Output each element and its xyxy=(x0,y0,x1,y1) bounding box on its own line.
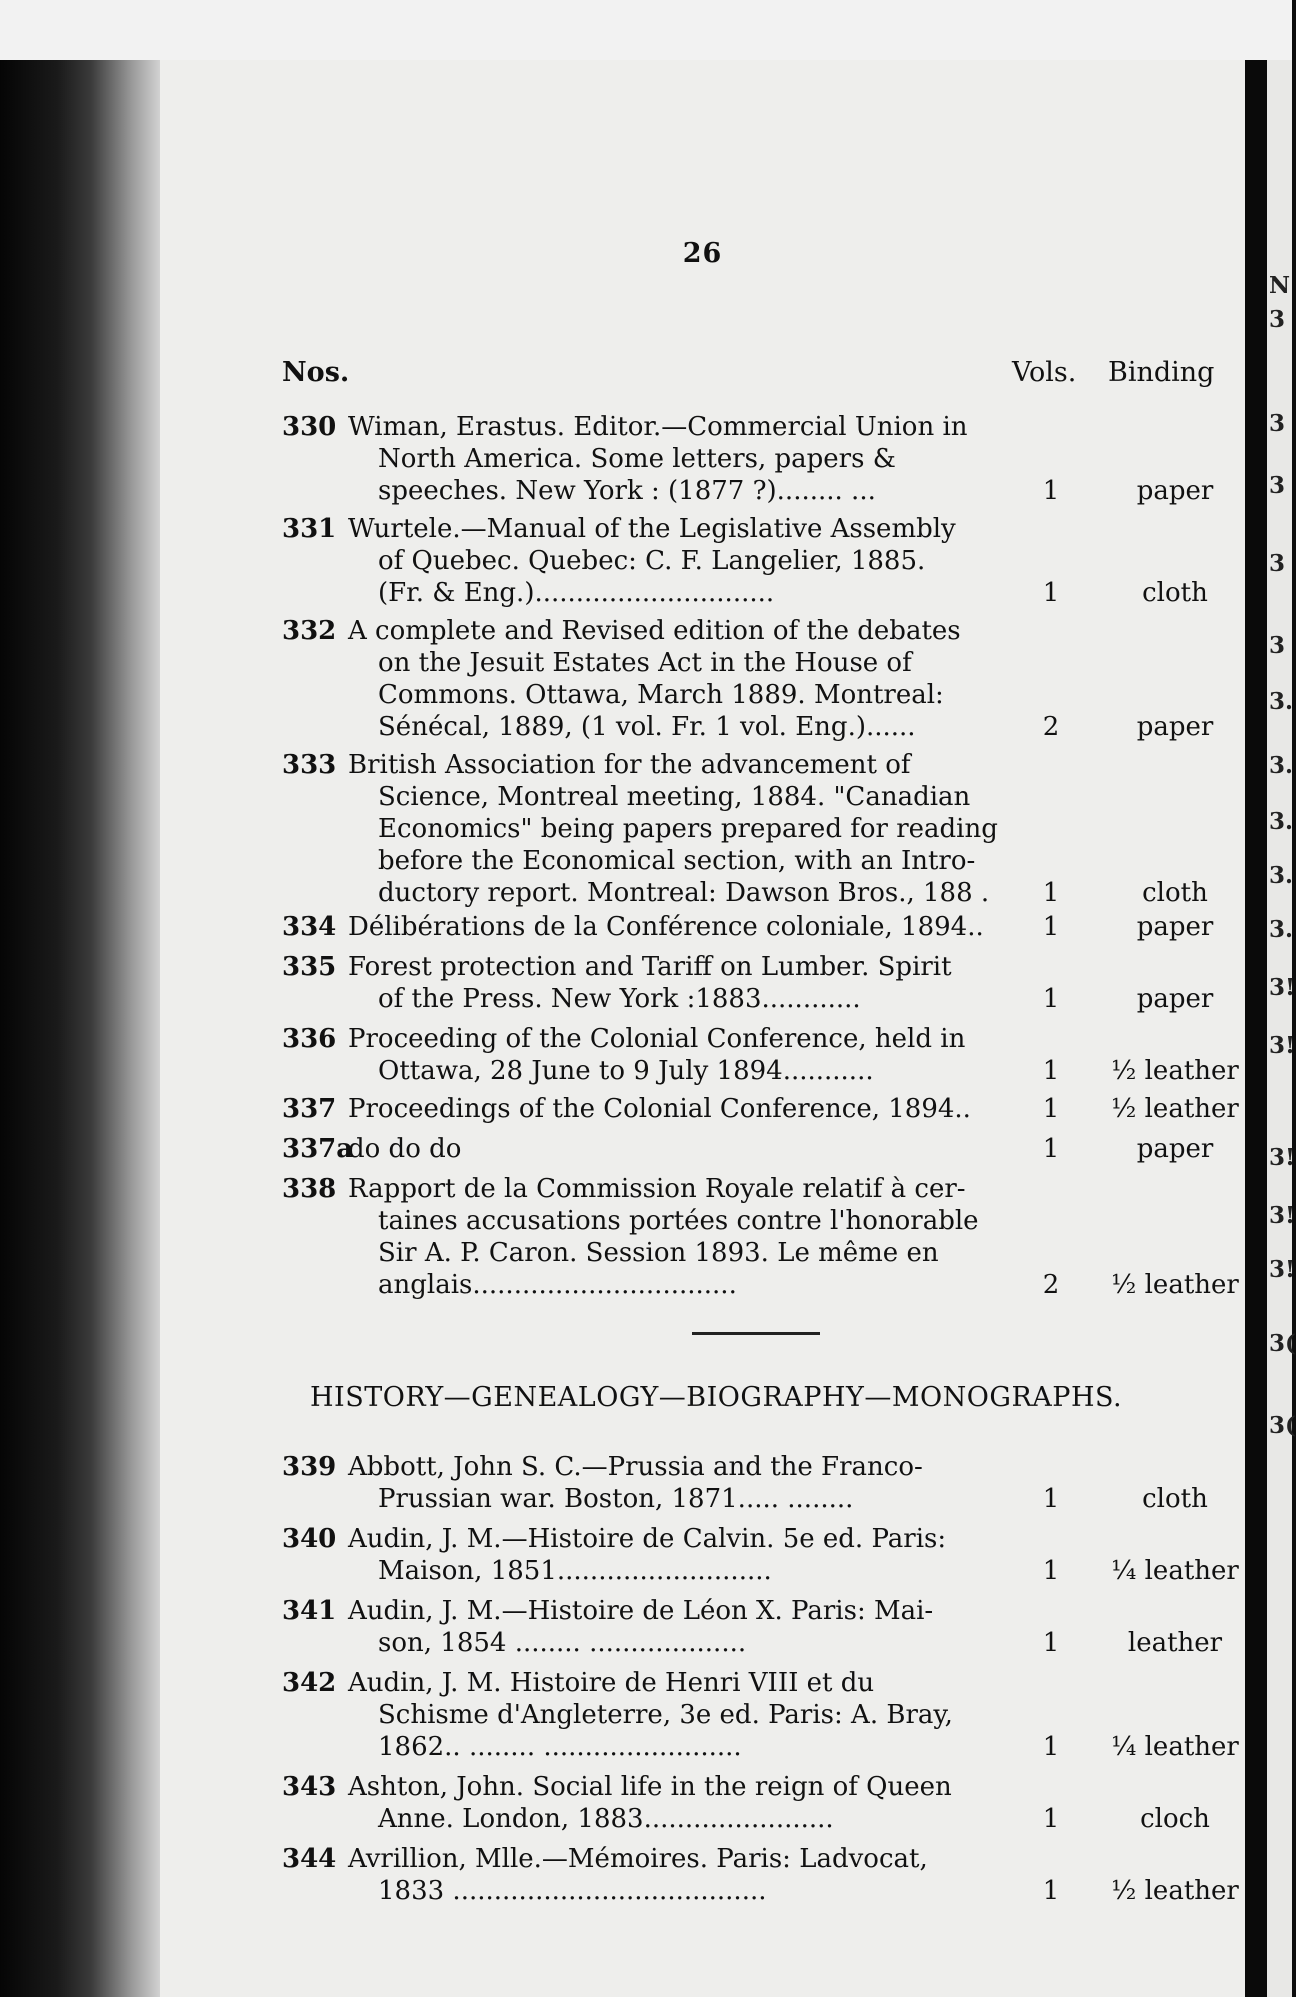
entry-vols: 1 xyxy=(1042,878,1060,908)
entry-text-line: British Association for the advancement of xyxy=(348,750,911,780)
entry-binding: ½ leather xyxy=(1111,1876,1239,1906)
entry-text-line: Proceedings of the Colonial Conference, 1894.. xyxy=(348,1094,971,1124)
entry-text-line: Schisme d'Angleterre, 3e ed. Paris: A. Bray, xyxy=(378,1700,953,1730)
entry-text-line: 1833 ...................................... xyxy=(378,1876,767,1906)
next-page-fragment: 3! xyxy=(1269,1144,1296,1171)
entry-vols: 1 xyxy=(1042,1094,1060,1124)
entry-vols: 1 xyxy=(1042,1876,1060,1906)
scan-top-margin xyxy=(0,0,1292,60)
entry-text-line: Sir A. P. Caron. Session 1893. Le même en xyxy=(378,1238,939,1268)
next-page-fragment: 3. xyxy=(1269,688,1294,715)
entry-number: 335 xyxy=(282,952,337,982)
entry-text-line: Wiman, Erastus. Editor.—Commercial Union in xyxy=(348,412,968,442)
entry-vols: 1 xyxy=(1042,984,1060,1014)
next-page-fragment: 3. xyxy=(1269,808,1294,835)
entry-number: 333 xyxy=(282,750,337,780)
next-page-fragment: 3. xyxy=(1269,916,1294,943)
next-page-fragment: 3 xyxy=(1269,632,1286,659)
entry-text-line: Prussian war. Boston, 1871..... ........ xyxy=(378,1484,854,1514)
page-number: 26 xyxy=(682,238,723,269)
entry-text-line: speeches. New York : (1877 ?)........ ... xyxy=(378,476,876,506)
entry-text-line: 1862.. ........ ........................ xyxy=(378,1732,742,1762)
entry-text-line: Abbott, John S. C.—Prussia and the Franco- xyxy=(348,1452,923,1482)
next-page-fragment: 3 xyxy=(1269,306,1286,333)
entry-vols: 1 xyxy=(1042,912,1060,942)
entry-number: 341 xyxy=(282,1596,337,1626)
section-heading: HISTORY—GENEALOGY—BIOGRAPHY—MONOGRAPHS. xyxy=(310,1382,1123,1413)
entry-vols: 1 xyxy=(1042,1134,1060,1164)
entry-number: 331 xyxy=(282,514,337,544)
next-page-fragment: 3( xyxy=(1269,1412,1296,1439)
entry-text-line: Audin, J. M.—Histoire de Léon X. Paris: Mai- xyxy=(348,1596,934,1626)
entry-vols: 1 xyxy=(1042,1732,1060,1762)
entry-binding: cloth xyxy=(1142,878,1208,908)
entry-number: 339 xyxy=(282,1452,337,1482)
entry-vols: 2 xyxy=(1042,1270,1060,1300)
entry-binding: cloch xyxy=(1140,1804,1210,1834)
next-page-fragment: 3( xyxy=(1269,1330,1296,1357)
header-nos: Nos. xyxy=(282,357,350,388)
section-divider xyxy=(692,1332,820,1335)
entry-binding: leather xyxy=(1127,1628,1223,1658)
entry-text-line: on the Jesuit Estates Act in the House of xyxy=(378,648,912,678)
entry-text-line: Ottawa, 28 June to 9 July 1894........... xyxy=(378,1056,874,1086)
entry-binding: paper xyxy=(1136,912,1214,942)
entry-binding: cloth xyxy=(1142,1484,1208,1514)
entry-text-line: son, 1854 ........ ................... xyxy=(378,1628,747,1658)
entry-text-line: Commons. Ottawa, March 1889. Montreal: xyxy=(378,680,944,710)
entry-binding: ½ leather xyxy=(1111,1094,1239,1124)
entry-text-line: A complete and Revised edition of the debates xyxy=(348,616,961,646)
entry-vols: 1 xyxy=(1042,1484,1060,1514)
entry-binding: paper xyxy=(1136,476,1214,506)
entry-text-line: (Fr. & Eng.)............................. xyxy=(378,578,775,608)
entry-text-line: Proceeding of the Colonial Conference, held in xyxy=(348,1024,966,1054)
entry-binding: ¼ leather xyxy=(1111,1556,1239,1586)
entry-text-line: Wurtele.—Manual of the Legislative Assembly xyxy=(348,514,956,544)
next-page-fragment: 3! xyxy=(1269,1202,1296,1229)
entry-text-line: Rapport de la Commission Royale relatif à cer- xyxy=(348,1174,966,1204)
entry-number: 337 xyxy=(282,1094,337,1124)
book-gutter xyxy=(1245,60,1267,1997)
entry-text-line: Maison, 1851.......................... xyxy=(378,1556,772,1586)
entry-text-line: Forest protection and Tariff on Lumber. Spirit xyxy=(348,952,952,982)
entry-text-line: do do do xyxy=(348,1134,462,1164)
entry-number: 342 xyxy=(282,1668,337,1698)
entry-number: 336 xyxy=(282,1024,337,1054)
entry-text-line: Délibérations de la Conférence coloniale, 1894.. xyxy=(348,912,984,942)
entry-binding: paper xyxy=(1136,712,1214,742)
entry-number: 337a xyxy=(282,1134,354,1164)
scan-left-edge xyxy=(0,60,165,1997)
entry-vols: 1 xyxy=(1042,578,1060,608)
header-binding: Binding xyxy=(1108,357,1215,388)
entry-text-line: anglais................................ xyxy=(378,1270,737,1300)
next-page-fragment: 3 xyxy=(1269,472,1286,499)
next-page-fragment: 3! xyxy=(1269,1256,1296,1283)
entry-number: 338 xyxy=(282,1174,337,1204)
next-page-fragment: 3! xyxy=(1269,1032,1296,1059)
entry-number: 332 xyxy=(282,616,337,646)
entry-binding: ½ leather xyxy=(1111,1270,1239,1300)
entry-vols: 1 xyxy=(1042,1556,1060,1586)
entry-binding: ½ leather xyxy=(1111,1056,1239,1086)
entry-vols: 1 xyxy=(1042,476,1060,506)
entry-binding: paper xyxy=(1136,984,1214,1014)
entry-text-line: taines accusations portées contre l'honorable xyxy=(378,1206,979,1236)
entry-vols: 1 xyxy=(1042,1804,1060,1834)
next-page-edge xyxy=(1267,60,1296,1997)
next-page-fragment: 3. xyxy=(1269,862,1294,889)
entry-number: 344 xyxy=(282,1844,337,1874)
catalog-page xyxy=(160,60,1245,1997)
entry-binding: ¼ leather xyxy=(1111,1732,1239,1762)
entry-text-line: North America. Some letters, papers & xyxy=(378,444,896,474)
entry-text-line: of Quebec. Quebec: C. F. Langelier, 1885. xyxy=(378,546,926,576)
entry-text-line: Ashton, John. Social life in the reign of Queen xyxy=(348,1772,952,1802)
entry-text-line: Audin, J. M.—Histoire de Calvin. 5e ed. Paris: xyxy=(348,1524,947,1554)
entry-text-line: of the Press. New York :1883............ xyxy=(378,984,861,1014)
next-page-fragment: 3. xyxy=(1269,752,1294,779)
entry-number: 343 xyxy=(282,1772,337,1802)
entry-text-line: before the Economical section, with an Intro- xyxy=(378,846,976,876)
next-page-fragment: 3! xyxy=(1269,974,1296,1001)
entry-text-line: Science, Montreal meeting, 1884. "Canadian xyxy=(378,782,971,812)
entry-vols: 1 xyxy=(1042,1628,1060,1658)
entry-text-line: ductory report. Montreal: Dawson Bros., 188 . xyxy=(378,878,990,908)
header-vols: Vols. xyxy=(1012,357,1077,388)
entry-vols: 1 xyxy=(1042,1056,1060,1086)
entry-text-line: Anne. London, 1883....................... xyxy=(378,1804,834,1834)
entry-text-line: Sénécal, 1889, (1 vol. Fr. 1 vol. Eng.)...... xyxy=(378,712,916,742)
entry-vols: 2 xyxy=(1042,712,1060,742)
entry-text-line: Audin, J. M. Histoire de Henri VIII et du xyxy=(348,1668,875,1698)
entry-binding: cloth xyxy=(1142,578,1208,608)
entry-number: 330 xyxy=(282,412,337,442)
entry-binding: paper xyxy=(1136,1134,1214,1164)
next-page-fragment: 3 xyxy=(1269,410,1286,437)
next-page-fragment: N xyxy=(1269,272,1291,299)
entry-text-line: Economics" being papers prepared for reading xyxy=(378,814,998,844)
next-page-fragment: 3 xyxy=(1269,550,1286,577)
entry-text-line: Avrillion, Mlle.—Mémoires. Paris: Ladvocat, xyxy=(348,1844,928,1874)
entry-number: 340 xyxy=(282,1524,337,1554)
entry-number: 334 xyxy=(282,912,337,942)
